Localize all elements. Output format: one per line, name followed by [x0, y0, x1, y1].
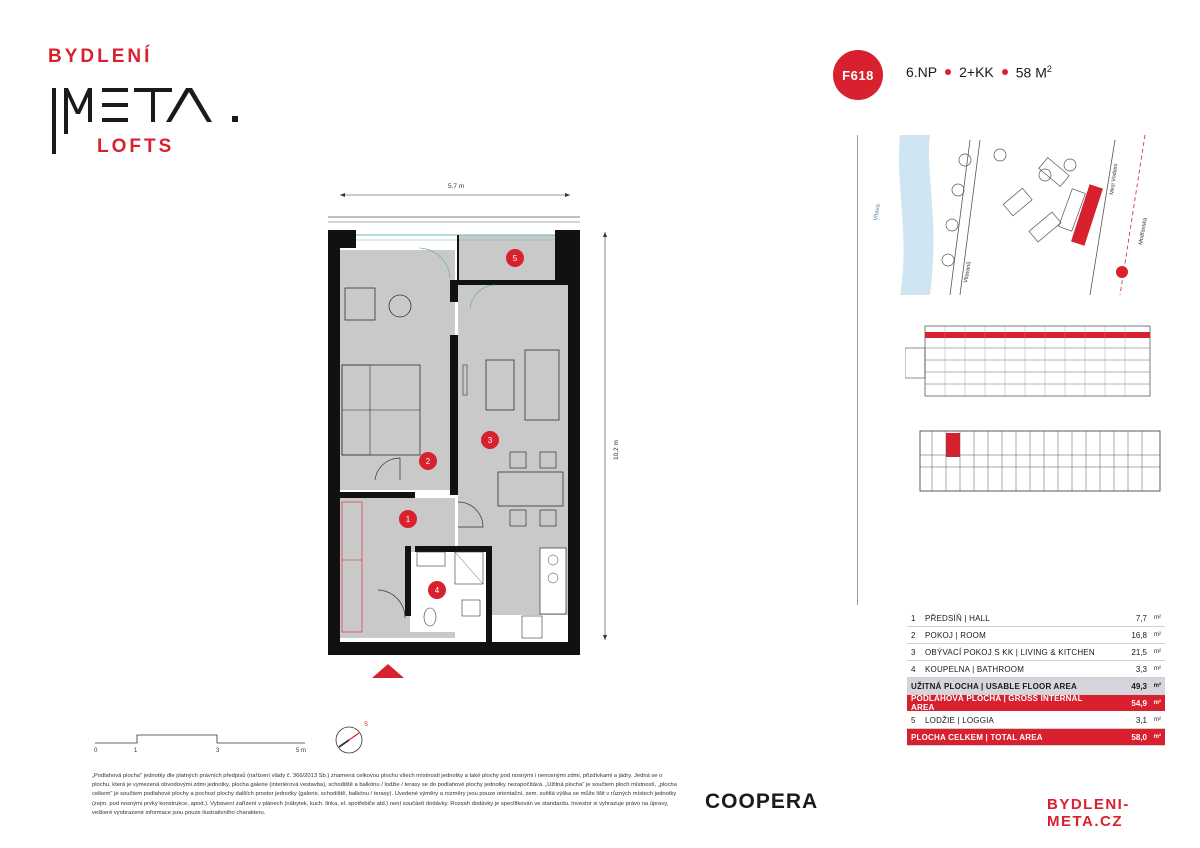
disclaimer-text: „Podlahová plocha" jednotky dle platných právních předpisů (nařízení vlády č. 366/2013 Sb.) znamená celkovou plochu všech místností jednotky a také plochy pod nosnými i nenosnými zdmi, přizdívkami a jádry. Jedná se o plochu, která je vymezená obvodovými zdmi jednotky, plocha galerie (interiérová vestavba), schodiště a balkónu / lodžie / terasy se do podlahové plochy jednotky nezapočítává. „Užitná plocha" je součtem ploch místností, „plocha celkem" je součtem podlahové plochy a pochozí plochy dalších prostor jednotky (galerie, schodiště, balkónu / terasy). Uvedené výměry a rozměry jsou pouze orientační, zem. světlá výška se může lišit v různých místech jednotky (zejm. pod nosnými prvky konstrukce, apod.). Vybavení zařízení v plánech (nábytek, kuch. linka, el. spotřebiče atd.) není součástí dodávky. Rozsah dodávky je specifikován ve standardu. Investor si vyhrazuje právo na úpravy, veškeré vyobrazené informace jsou pouze ilustrativního charakteru. [92, 773, 677, 816]
svg-text:5 m: 5 m [296, 748, 307, 754]
column-divider [857, 135, 858, 605]
separator-dot [945, 69, 951, 75]
unit-code-badge: F618 [833, 50, 883, 100]
svg-text:5: 5 [512, 254, 518, 263]
room-bedroom [340, 250, 455, 490]
room-marker [506, 249, 524, 267]
street-label: Mezi Vodami [1109, 163, 1120, 196]
street-label: Modřanská [1138, 217, 1149, 246]
loggia-area-row: 5 LODŽIE | LOGGIA 3,1 m² [907, 712, 1165, 729]
unit-area: 58 $M^2$ [1015, 64, 1052, 81]
usable-area-row: UŽITNÁ PLOCHA | USABLE FLOOR AREA 49,3 m² [907, 678, 1165, 695]
unit-floor: 6.NP [906, 64, 938, 81]
room-marker [481, 431, 499, 449]
area-row: 2 POKOJ | ROOM 16,8 m² [907, 627, 1165, 644]
site-map [870, 135, 1170, 295]
svg-text:3: 3 [216, 748, 220, 754]
street-label: Vltavanů [963, 261, 973, 284]
floor-plan [300, 180, 640, 690]
river-label: Vltava [873, 203, 882, 222]
website-link[interactable]: BYDLENI-META.CZ [1047, 796, 1130, 830]
area-row: 1 PŘEDSÍŇ | HALL 7,7 m² [907, 610, 1165, 627]
area-row: 3 OBÝVACÍ POKOJ S KK | LIVING & KITCHEN 21,5 m² [907, 644, 1165, 661]
height-dimension [603, 232, 620, 640]
scale-bar [92, 725, 312, 755]
svg-text:1: 1 [134, 748, 138, 754]
logo-bottom-word: LOFTS [97, 136, 175, 157]
svg-text:4: 4 [434, 586, 440, 595]
gross-area-row: PODLAHOVÁ PLOCHA | GROSS INTERNAL AREA 54,9 m² [907, 695, 1165, 712]
unit-summary [906, 64, 1052, 81]
room-bathroom [410, 552, 488, 632]
logo-top-word: BYDLENÍ [48, 46, 153, 67]
svg-text:0: 0 [94, 748, 98, 754]
height-label: 10.2 m [613, 440, 620, 460]
separator-dot [1002, 69, 1008, 75]
svg-text:1: 1 [405, 515, 411, 524]
building-facade [905, 318, 1165, 398]
area-row: 4 KOUPELNA | BATHROOM 3,3 m² [907, 661, 1165, 678]
svg-text:3: 3 [487, 436, 493, 445]
coopera-logo: COOPERA [705, 790, 819, 813]
room-marker [419, 452, 437, 470]
unit-layout: 2+KK [959, 64, 994, 81]
total-area-row: PLOCHA CELKEM | TOTAL AREA 58,0 m² [907, 729, 1165, 746]
area-table [907, 610, 1165, 746]
entrance-arrow [372, 664, 404, 678]
svg-text:S: S [364, 722, 369, 728]
room-marker [428, 581, 446, 599]
width-label: 5.7 m [448, 183, 465, 190]
compass-icon [331, 718, 371, 758]
room-marker [399, 510, 417, 528]
floor-key-plan [918, 425, 1166, 495]
svg-text:2: 2 [425, 457, 431, 466]
width-dimension [340, 183, 570, 197]
